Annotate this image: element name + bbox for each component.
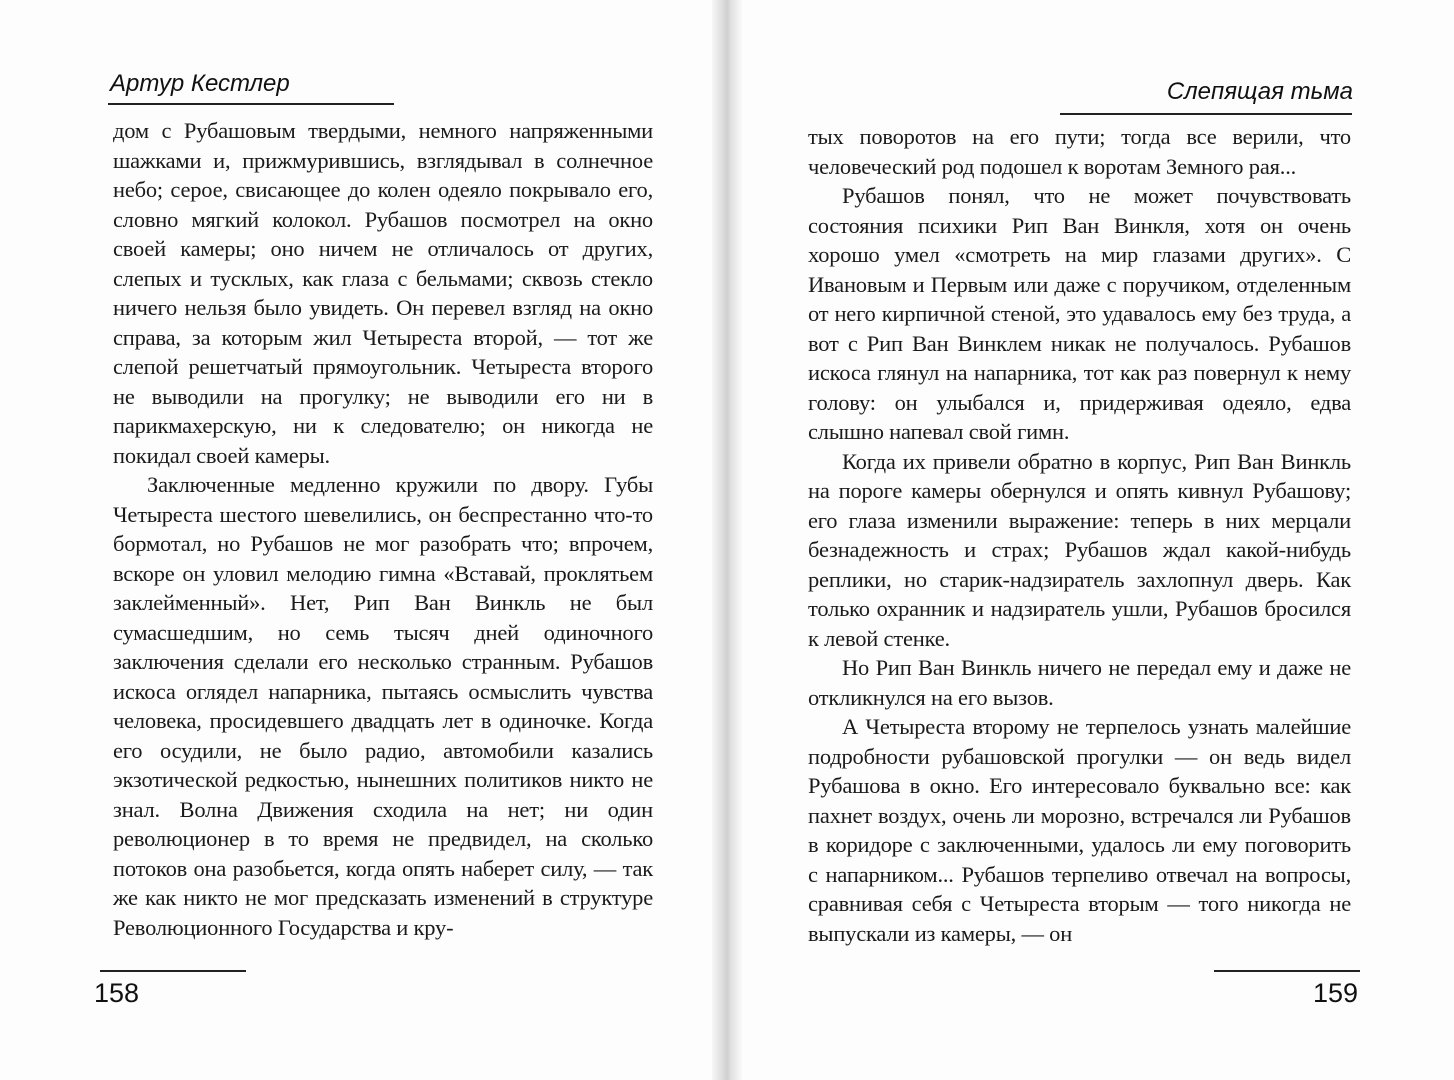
header-rule — [1060, 113, 1352, 115]
paragraph: Рубашов понял, что не может почувствовать состояния психики Рип Ван Винкля, хотя он очень хорошо умел «смотреть на мир глазами других». С Ивановым и Первым или даже с поручиком, отделенным от него кирпичной стеной, это удавалось ему без труда, а вот с Рип Ван Винклем никак не получалось. Рубашов искоса глянул на напарника, тот как раз повернул к нему голову: он улыбался и, придерживая одеяло, едва слышно напевал свой гимн. — [808, 183, 1351, 444]
paragraph: дом с Рубашовым твердыми, немного напряженными шажками и, прижмурившись, взглядывал в солнечное небо; серое, свисающее до колен одеяло покрывало его, словно мягкий колокол. Рубашов посмотрел на окно своей камеры; оно ничем не отличалось от других, слепых и тусклых, как глаза с бельмами; сквозь стекло ничего нельзя было увидеть. Он перевел взгляд на окно справа, за которым жил Четыреста второй, — тот же слепой решетчатый прямоугольник. Четыреста второго не выводили на прогулку; не выводили его ни в парикмахерскую, ни к следователю; он никогда не покидал своей камеры. — [113, 118, 653, 468]
paragraph: А Четыреста второму не терпелось узнать малейшие подробности рубашовской прогулки — он ведь видел Рубашова в окно. Его интересовало буквально все: как пахнет воздух, очень ли морозно, встречался ли Рубашов в коридоре с заключенными, удалось ли ему поговорить с напарником... Рубашов терпеливо отвечал на вопросы, сравнивая себя с Четыреста вторым — того никогда не выпускали из камеры, — он — [808, 714, 1351, 946]
running-header-author: Артур Кестлер — [110, 70, 290, 97]
paragraph: тых поворотов на его пути; тогда все верили, что человеческий род подошел к воротам Земного рая... — [808, 124, 1351, 179]
footer-rule — [100, 970, 246, 972]
right-page — [742, 0, 1454, 1080]
body-text — [808, 122, 1351, 948]
page-number: 158 — [94, 978, 140, 1008]
paragraph: Когда их привели обратно в корпус, Рип Ван Винкль на пороге камеры обернулся и опять кивнул Рубашову; его глаза изменили выражение: теперь в них мерцали безнадежность и страх; Рубашов ждал какой-нибудь реплики, но старик-надзиратель захлопнул дверь. Как только охранник и надзиратель ушли, Рубашов бросился к левой стенке. — [808, 448, 1351, 651]
footer-rule — [1214, 970, 1360, 972]
page-number: 159 — [1312, 978, 1358, 1008]
running-header-title: Слепящая тьма — [1166, 78, 1353, 105]
book-gutter — [712, 0, 742, 1080]
paragraph: Но Рип Ван Винкль ничего не передал ему и даже не откликнулся на его вызов. — [808, 655, 1351, 710]
paragraph: Заключенные медленно кружили по двору. Губы Четыреста шестого шевелились, он беспрестанно что-то бормотал, но Рубашов не мог разобрать что; впрочем, вскоре он уловил мелодию гимна «Вставай, проклятьем заклейменный». Нет, Рип Ван Винкль не был сумасшедшим, но семь тысяч дней одиночного заключения сделали его несколько странным. Рубашов искоса оглядел напарника, пытаясь осмыслить чувства человека, просидевшего двадцать лет в одиночке. Когда его осудили, не было радио, автомобили казались экзотической редкостью, нынешних политиков никто не знал. Волна Движения сходила на нет; ни один революционер в то время не предвидел, на сколько потоков она разобьется, когда опять наберет силу, — так же как никто не мог предсказать изменений в структуре Революционного Государства и кру- — [113, 472, 653, 940]
header-rule — [108, 103, 394, 105]
body-text — [113, 116, 653, 942]
left-page — [0, 0, 712, 1080]
